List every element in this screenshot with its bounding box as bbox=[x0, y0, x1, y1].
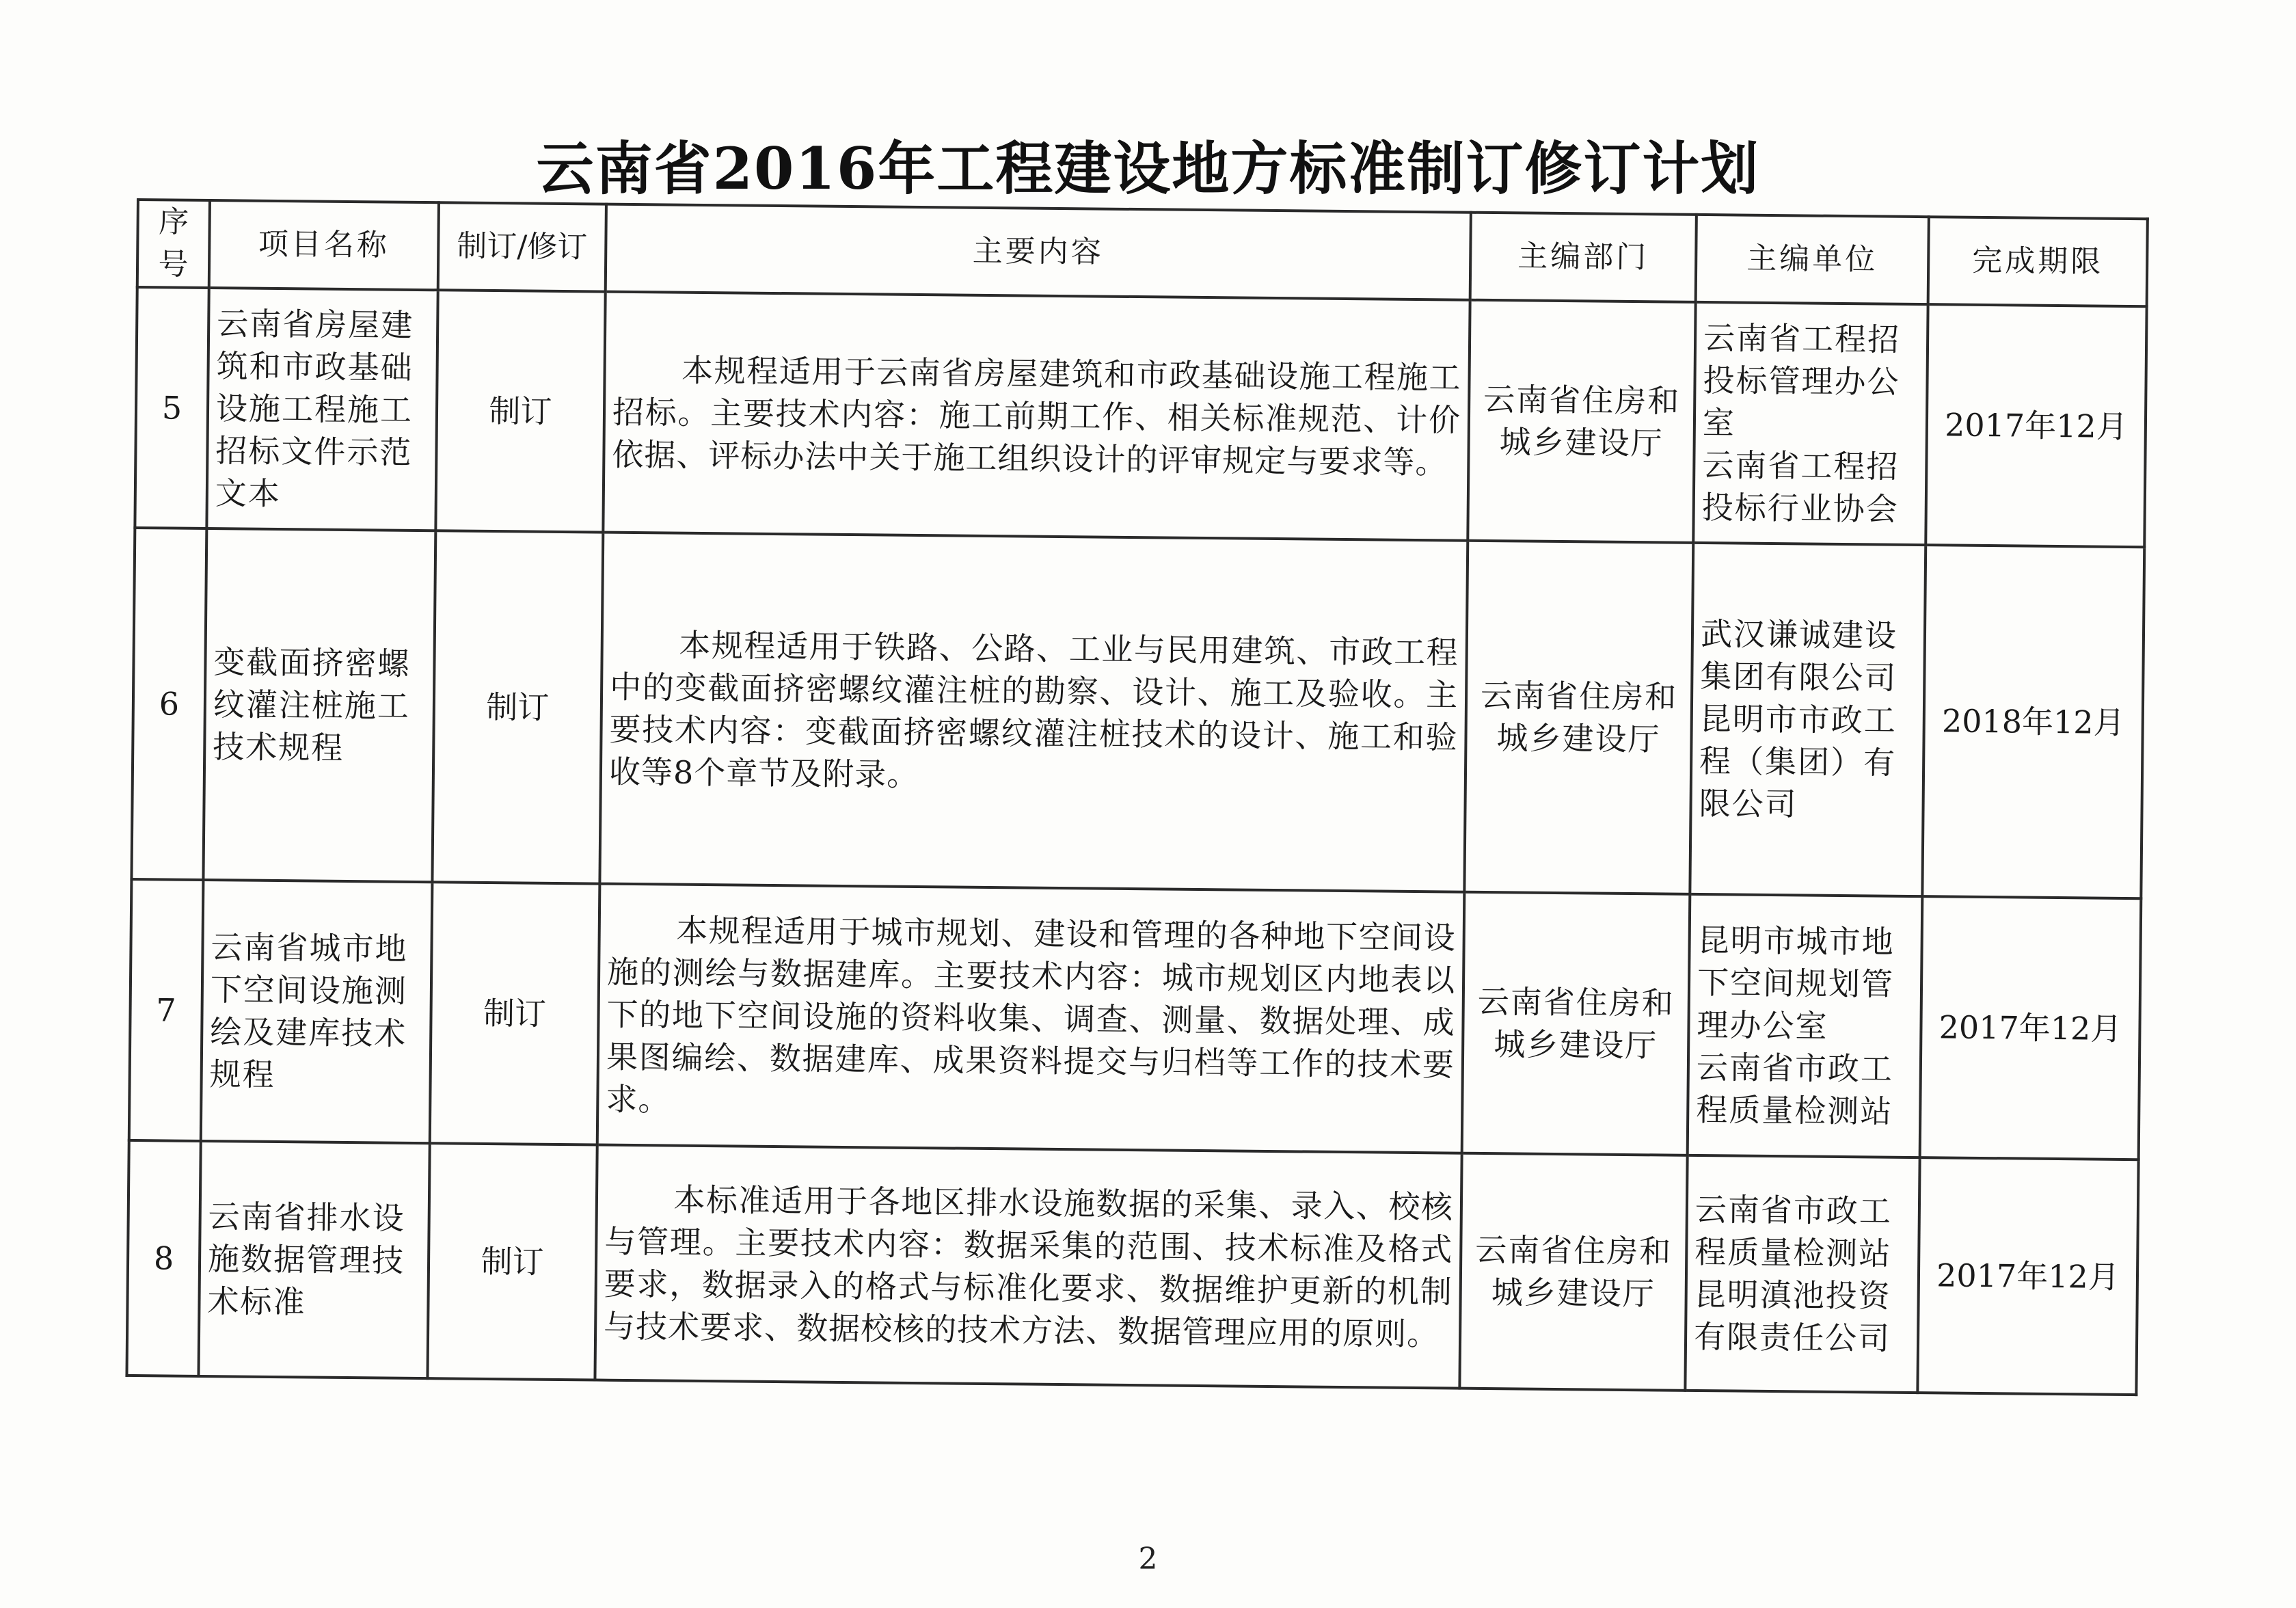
header-project-name: 项目名称 bbox=[209, 200, 439, 290]
project-content-text: 本规程适用于城市规划、建设和管理的各种地下空间设施的测绘与数据建库。主要技术内容：城市规划区内地表以下的地下空间设施的资料收集、调查、测量、数据处理、成果图编绘、数据建库、成果资料提交与归档等工作的技术要求。 bbox=[606, 911, 1456, 1118]
lead-unit: 昆明市市政工程（集团）有限公司 bbox=[1699, 699, 1897, 823]
lead-department: 云南省住房和城乡建设厅 bbox=[1462, 892, 1690, 1155]
lead-department: 云南省住房和城乡建设厅 bbox=[1468, 300, 1695, 543]
project-name: 云南省城市地下空间设施测绘及建库技术规程 bbox=[201, 880, 433, 1143]
row-index: 8 bbox=[126, 1140, 200, 1376]
deadline: 2017年12月 bbox=[1920, 896, 2142, 1160]
lead-unit: 云南省市政工程质量检测站 bbox=[1694, 1190, 1893, 1272]
row-index: 7 bbox=[129, 879, 204, 1141]
project-content bbox=[595, 1145, 1461, 1389]
lead-units bbox=[1688, 894, 1923, 1157]
lead-units bbox=[1685, 1155, 1919, 1393]
table-row bbox=[129, 879, 2142, 1160]
page-title: 云南省2016年工程建设地方标准制订修订计划 bbox=[536, 135, 1760, 202]
deadline: 2018年12月 bbox=[1922, 545, 2144, 898]
project-content-text: 本规程适用于云南省房屋建筑和市政基础设施工程施工招标。主要技术内容：施工前期工作、相关标准规范、计价依据、评标办法中关于施工组织设计的评审规定与要求等。 bbox=[612, 351, 1461, 481]
lead-units bbox=[1690, 543, 1926, 896]
project-name: 变截面挤密螺纹灌注桩施工技术规程 bbox=[203, 528, 435, 882]
header-department: 主编部门 bbox=[1470, 213, 1697, 302]
row-index: 5 bbox=[135, 287, 208, 528]
lead-department: 云南省住房和城乡建设厅 bbox=[1459, 1153, 1687, 1391]
page-number: 2 bbox=[1138, 1542, 1158, 1577]
table-row bbox=[126, 1140, 2138, 1395]
header-unit: 主编单位 bbox=[1696, 215, 1929, 304]
project-type: 制订 bbox=[430, 882, 600, 1144]
project-content-text: 本标准适用于各地区排水设施数据的采集、录入、校核与管理。主要技术内容：数据采集的范围、技术标准及格式要求，数据录入的格式与标准化要求、数据维护更新的机制与技术要求、数据校核的技术方法、数据管理应用的原则。 bbox=[603, 1181, 1454, 1353]
project-name: 云南省房屋建筑和市政基础设施工程施工招标文件示范文本 bbox=[206, 288, 437, 531]
lead-unit: 云南省工程招投标行业协会 bbox=[1701, 446, 1900, 528]
lead-units bbox=[1693, 302, 1928, 545]
lead-unit: 昆明滇池投资有限责任公司 bbox=[1693, 1275, 1891, 1357]
lead-unit: 武汉谦诚建设集团有限公司 bbox=[1700, 615, 1898, 697]
header-type: 制订/修订 bbox=[438, 202, 606, 291]
lead-unit: 云南省工程招投标管理办公室 bbox=[1702, 319, 1901, 442]
header-index: 序号 bbox=[137, 200, 210, 288]
lead-department: 云南省住房和城乡建设厅 bbox=[1464, 541, 1693, 894]
plan-table bbox=[125, 198, 2148, 1396]
project-type: 制订 bbox=[435, 290, 605, 532]
lead-unit: 云南省市政工程质量检测站 bbox=[1696, 1048, 1894, 1130]
header-deadline: 完成期限 bbox=[1928, 217, 2148, 306]
project-content-text: 本规程适用于铁路、公路、工业与民用建筑、市政工程中的变截面挤密螺纹灌注桩的勘察、设计、施工及验收。主要技术内容：变截面挤密螺纹灌注桩技术的设计、施工和验收等8个章节及附录。 bbox=[608, 626, 1459, 794]
table-row bbox=[131, 528, 2144, 898]
project-content bbox=[597, 884, 1465, 1153]
project-name: 云南省排水设施数据管理技术标准 bbox=[198, 1141, 429, 1378]
table-row bbox=[135, 287, 2146, 547]
project-content bbox=[599, 533, 1468, 892]
deadline: 2017年12月 bbox=[1917, 1157, 2138, 1395]
project-type: 制订 bbox=[432, 531, 603, 883]
header-main-content: 主要内容 bbox=[606, 204, 1471, 300]
lead-unit: 昆明市城市地下空间规划管理办公室 bbox=[1697, 921, 1895, 1045]
project-content bbox=[603, 292, 1470, 541]
plan-table-container bbox=[125, 198, 2146, 1396]
project-type: 制订 bbox=[427, 1143, 597, 1380]
row-index: 6 bbox=[131, 528, 206, 880]
deadline: 2017年12月 bbox=[1926, 304, 2146, 547]
